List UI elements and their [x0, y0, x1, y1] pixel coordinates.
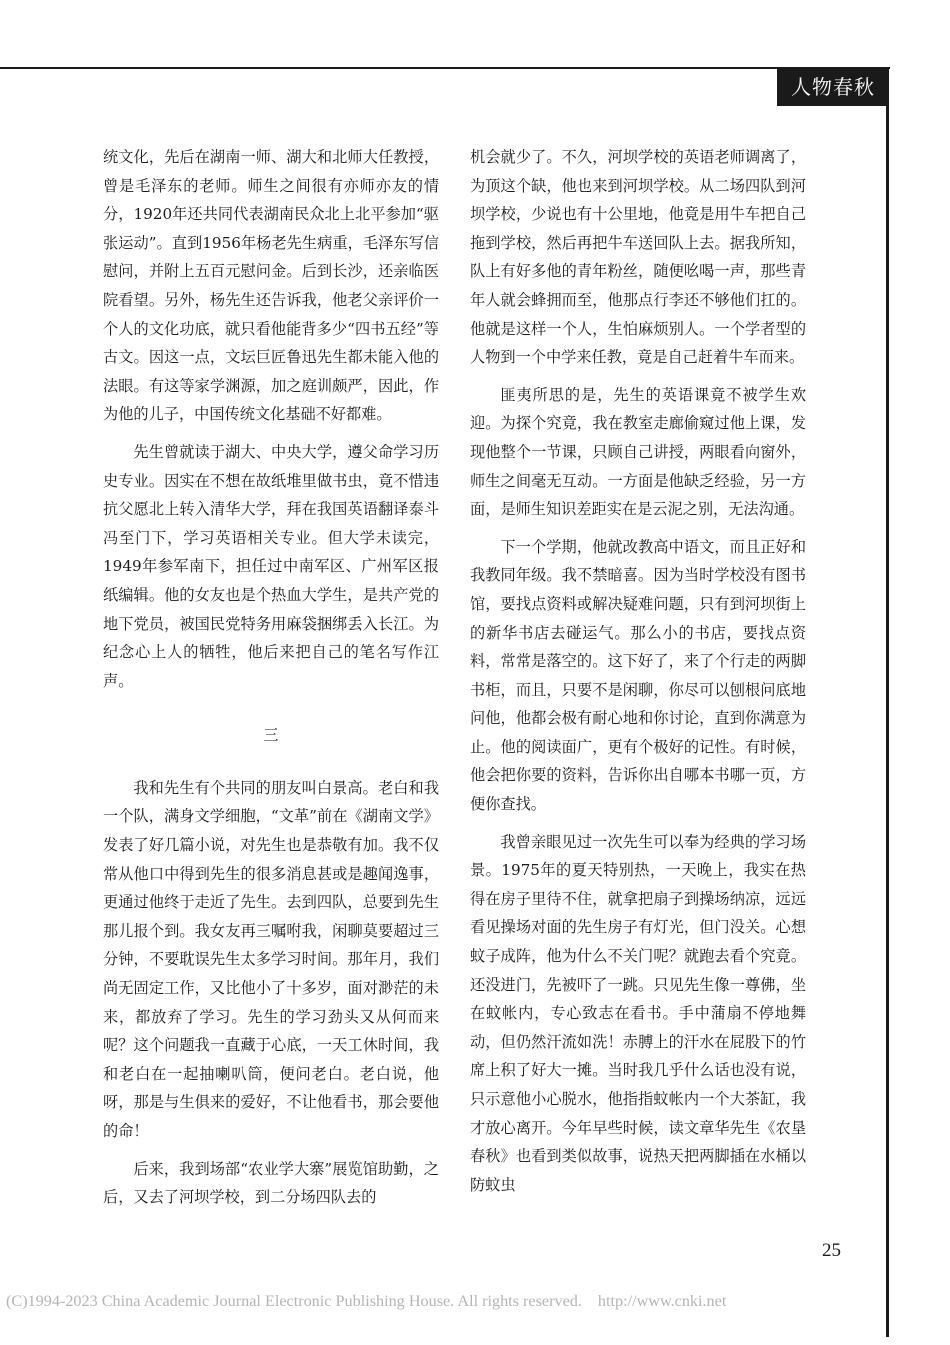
left-column [103, 143, 439, 1221]
copyright-text: (C)1994-2023 China Academic Journal Electronic Publishing House. All rights reserved. [6, 1292, 582, 1310]
paragraph: 下一个学期，他就改教高中语文，而且正好和我教同年级。我不禁暗喜。因为当时学校没有图书馆，要找点资料或解决疑难问题，只有到河坝街上的新华书店去碰运气。那么小的书店，要找点资料，常常是落空的。这下好了，来了个行走的两脚书柜，而且，只要不是闲聊，你尽可以刨根问底地问他，他都会极有耐心地和你讨论，直到你满意为止。他的阅读面广，更有个极好的记性。有时候，他会把你要的资料，告诉你出自哪本书哪一页，方便你查找。 [470, 537, 806, 814]
page-number: 25 [822, 1240, 841, 1261]
right-rule [886, 67, 889, 1337]
right-column [470, 143, 806, 1208]
paragraph: 我曾亲眼见过一次先生可以奉为经典的学习场景。1975年的夏天特别热，一天晚上，我实在热得在房子里待不住，就拿把扇子到操场纳凉，远远看见操场对面的先生房子有灯光，但门没关。心想蚊子成阵，他为什么不关门呢？就跑去看个究竟。还没进门，先被吓了一跳。只见先生像一尊佛，坐在蚊帐内，专心致志在看书。手中蒲扇不停地舞动，但仍然汗流如洗！赤膊上的汗水在屁股下的竹席上积了好大一摊。当时我几乎什么话也没有说，只示意他小心脱水，他指指蚊帐内一个大茶缸，我才放心离开。今年早些时候，读文章华先生《农垦春秋》也看到类似故事，说热天把两脚插在水桶以防蚊虫 [470, 832, 806, 1194]
paragraph: 统文化，先后在湖南一师、湖大和北师大任教授，曾是毛泽东的老师。师生之间很有亦师亦友的情分，1920年还共同代表湖南民众北上北平参加“驱张运动”。直到1956年杨老先生病重，毛泽东写信慰问，并附上五百元慰问金。后到长沙，还亲临医院看望。另外，杨先生还告诉我，他老父亲评价一个人的文化功底，就只看他能背多少“四书五经”等古文。因这一点，文坛巨匠鲁迅先生都未能入他的法眼。有这等家学渊源，加之庭训颇严，因此，作为他的儿子，中国传统文化基础不好都难。 [103, 148, 439, 424]
paragraph: 机会就少了。不久，河坝学校的英语老师调离了，为顶这个缺，他也来到河坝学校。从二场四队到河坝学校，少说也有十公里地，他竟是用牛车把自己拖到学校，然后再把牛车送回队上去。据我所知，队上有好多他的青年粉丝，随便吆喝一声，那些青年人就会蜂拥而至，他那点行李还不够他们扛的。他就是这样一个人，生怕麻烦别人。一个学者型的人物到一个中学来任教，竟是自己赶着牛车而来。 [470, 148, 806, 367]
paragraph: 我和先生有个共同的朋友叫白景高。老白和我一个队，满身文学细胞，“文革”前在《湖南文学》发表了好几篇小说，对先生也是恭敬有加。我不仅常从他口中得到先生的很多消息甚或是趣闻逸事，更通过他终于走近了先生。去到四队，总要到先生那儿报个到。我女友再三嘱咐我，闲聊莫要超过三分钟，不要耽误先生太多学习时间。那年月，我们尚无固定工作，又比他小了十多岁，面对渺茫的未来，都放弃了学习。先生的学习劲头又从何而来呢？这个问题我一直藏于心底，一天工休时间，我和老白在一起抽喇叭筒，便问老白。老白说，他呀，那是与生俱来的爱好，不让他看书，那会要他的命！ [103, 778, 439, 1140]
section-heading: 三 [263, 726, 279, 745]
paragraph: 匪夷所思的是，先生的英语课竟不被学生欢迎。为探个究竟，我在教室走廊偷窥过他上课，发现他整个一节课，只顾自己讲授，两眼看向窗外，师生之间毫无互动。一方面是他缺乏经验，另一方面，是师生知识差距实在是云泥之别，无法沟通。 [470, 385, 806, 519]
footer-url[interactable]: http://www.cnki.net [597, 1292, 727, 1310]
copyright-footer [6, 1292, 946, 1311]
paragraph: 后来，我到场部“农业学大寨”展览馆助勤，之后，又去了河坝学校，到二分场四队去的 [103, 1159, 439, 1207]
top-rule [0, 67, 890, 69]
paragraph: 先生曾就读于湖大、中央大学，遵父命学习历史专业。因实在不想在故纸堆里做书虫，竟不惜违抗父愿北上转入清华大学，拜在我国英语翻译泰斗冯至门下，学习英语相关专业。但大学未读完，1949年参军南下，担任过中南军区、广州军区报纸编辑。他的女友也是个热血大学生，是共产党的地下党员，被国民党特务用麻袋捆绑丢入长江。为纪念心上人的牺牲，他后来把自己的笔名写作江声。 [103, 442, 439, 690]
section-tab: 人物春秋 [777, 68, 889, 106]
